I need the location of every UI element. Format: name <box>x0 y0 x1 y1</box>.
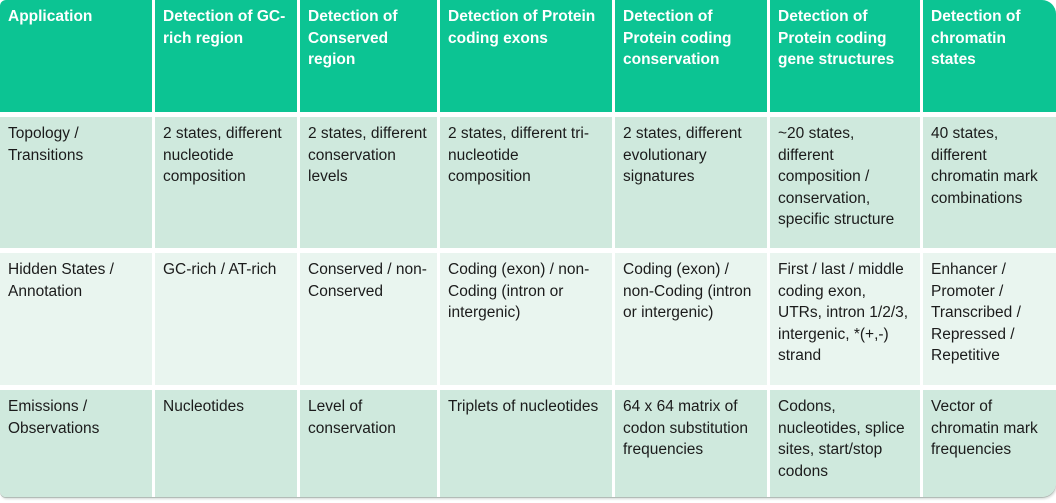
table-cell: Nucleotides <box>152 385 297 497</box>
row-label-emissions-observations: Emissions / Observations <box>0 385 152 497</box>
column-header-chromatin-states: Detection of chromatin states <box>920 0 1056 112</box>
row-label-hidden-states-annotation: Hidden States / Annotation <box>0 248 152 385</box>
table-cell: Triplets of nucleotides <box>437 385 612 497</box>
table-cell: Codons, nucleotides, splice sites, start/stop codons <box>767 385 920 497</box>
column-header-application: Application <box>0 0 152 112</box>
table-cell: Conserved / non-Conserved <box>297 248 437 385</box>
table-cell: ~20 states, different composition / conservation, specific structure <box>767 112 920 248</box>
column-header-gc-rich-region: Detection of GC-rich region <box>152 0 297 112</box>
row-label-topology-transitions: Topology / Transitions <box>0 112 152 248</box>
table-row-emissions-observations <box>0 385 1056 497</box>
table-cell: First / last / middle coding exon, UTRs, intron 1/2/3, intergenic, *(+,-) strand <box>767 248 920 385</box>
table-cell: 2 states, different tri-nucleotide composition <box>437 112 612 248</box>
table-cell: Level of conservation <box>297 385 437 497</box>
table-cell: 2 states, different conservation levels <box>297 112 437 248</box>
table-cell: 64 x 64 matrix of codon substitution frequencies <box>612 385 767 497</box>
table-cell: 40 states, different chromatin mark combinations <box>920 112 1056 248</box>
table-row-hidden-states-annotation <box>0 248 1056 385</box>
table-cell: Coding (exon) / non-Coding (intron or intergenic) <box>437 248 612 385</box>
table-header-row <box>0 0 1056 112</box>
column-header-protein-coding-conservation: Detection of Protein coding conservation <box>612 0 767 112</box>
table-row-topology-transitions <box>0 112 1056 248</box>
table-cell: Coding (exon) / non-Coding (intron or intergenic) <box>612 248 767 385</box>
table-cell: 2 states, different nucleotide composition <box>152 112 297 248</box>
table-cell: Enhancer / Promoter / Transcribed / Repressed / Repetitive <box>920 248 1056 385</box>
table-cell: GC-rich / AT-rich <box>152 248 297 385</box>
table-cell: 2 states, different evolutionary signatures <box>612 112 767 248</box>
column-header-conserved-region: Detection of Conserved region <box>297 0 437 112</box>
table-cell: Vector of chromatin mark frequencies <box>920 385 1056 497</box>
column-header-protein-coding-gene-structures: Detection of Protein coding gene structures <box>767 0 920 112</box>
column-header-protein-coding-exons: Detection of Protein coding exons <box>437 0 612 112</box>
